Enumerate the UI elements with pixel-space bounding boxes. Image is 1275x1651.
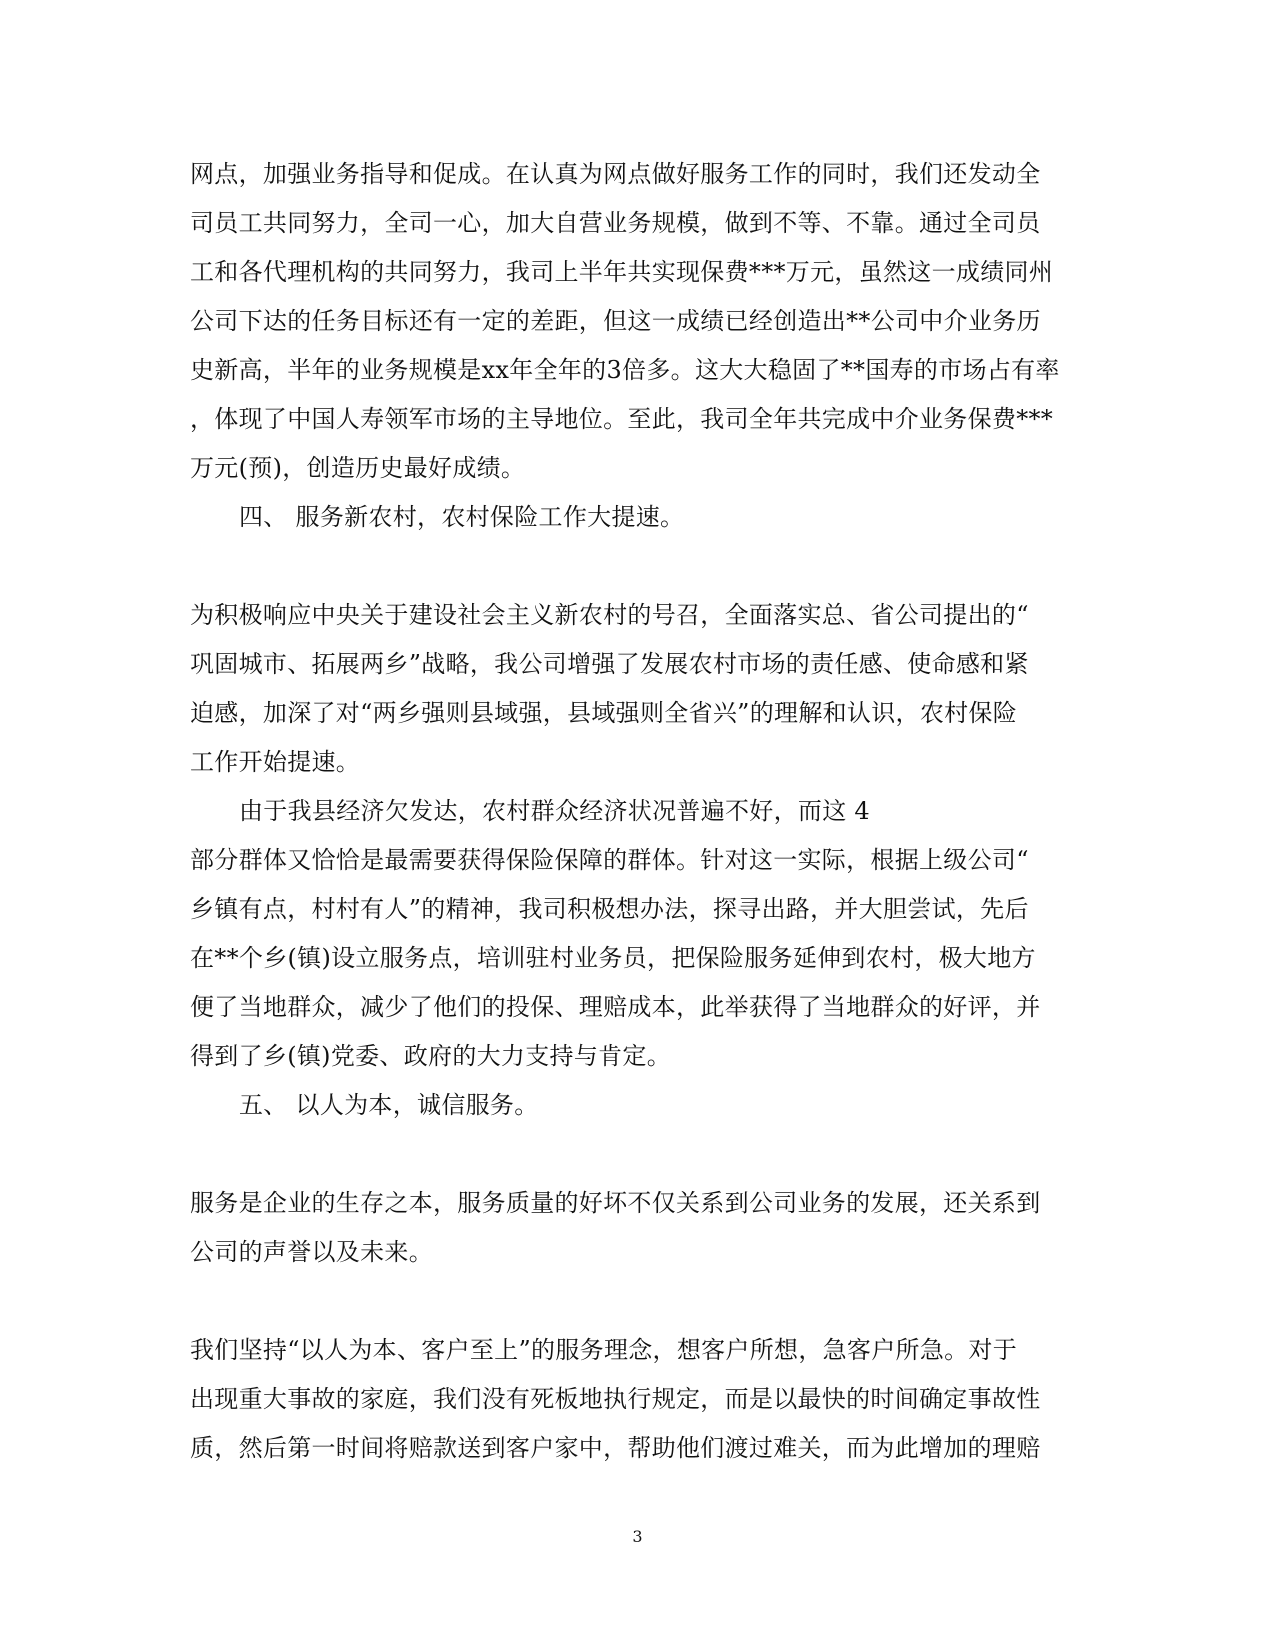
body-text-line: 部分群体又恰恰是最需要获得保险保障的群体。针对这一实际，根据上级公司“ — [190, 846, 1029, 874]
body-text-line: 史新高，半年的业务规模是xx年全年的3倍多。这大大稳固了**国寿的市场占有率 — [190, 356, 1060, 384]
body-text-line: 万元(预)，创造历史最好成绩。 — [190, 454, 526, 482]
body-text-line: 由于我县经济欠发达，农村群众经济状况普遍不好，而这 4 — [239, 797, 870, 825]
body-text-line: 服务是企业的生存之本，服务质量的好坏不仅关系到公司业务的发展，还关系到 — [190, 1189, 1041, 1217]
body-text-line: 巩固城市、拓展两乡”战略，我公司增强了发展农村市场的责任感、使命感和紧 — [190, 650, 1029, 678]
body-text-line: 网点，加强业务指导和促成。在认真为网点做好服务工作的同时，我们还发动全 — [190, 160, 1041, 188]
body-text-line: 迫感，加深了对“两乡强则县域强，县域强则全省兴”的理解和认识，农村保险 — [190, 699, 1018, 727]
body-text-line: 我们坚持“以人为本、客户至上”的服务理念，想客户所想，急客户所急。对于 — [190, 1336, 1018, 1364]
body-text-line: 工作开始提速。 — [190, 748, 361, 776]
body-text-line: 公司的声誉以及未来。 — [190, 1238, 433, 1266]
body-text-line: 乡镇有点，村村有人”的精神，我司积极想办法，探寻出路，并大胆尝试，先后 — [190, 895, 1029, 923]
section-heading: 五、 以人为本，诚信服务。 — [239, 1091, 539, 1119]
body-text-line: 得到了乡(镇)党委、政府的大力支持与肯定。 — [190, 1042, 672, 1070]
body-text-line: 公司下达的任务目标还有一定的差距，但这一成绩已经创造出**公司中介业务历 — [190, 307, 1041, 335]
body-text-line: 质，然后第一时间将赔款送到客户家中，帮助他们渡过难关，而为此增加的理赔 — [190, 1434, 1041, 1462]
body-text-line: 司员工共同努力，全司一心，加大自营业务规模，做到不等、不靠。通过全司员 — [190, 209, 1041, 237]
body-text-line: ，体现了中国人寿领军市场的主导地位。至此，我司全年共完成中介业务保费*** — [190, 405, 1054, 433]
section-heading: 四、 服务新农村，农村保险工作大提速。 — [239, 503, 685, 531]
body-text-line: 出现重大事故的家庭，我们没有死板地执行规定，而是以最快的时间确定事故性 — [190, 1385, 1041, 1413]
body-text-line: 在**个乡(镇)设立服务点，培训驻村业务员，把保险服务延伸到农村，极大地方 — [190, 944, 1036, 972]
body-text-line: 为积极响应中央关于建设社会主义新农村的号召，全面落实总、省公司提出的“ — [190, 601, 1029, 629]
body-text-line: 便了当地群众，减少了他们的投保、理赔成本，此举获得了当地群众的好评，并 — [190, 993, 1041, 1021]
page-number: 3 — [632, 1527, 643, 1546]
body-text-line: 工和各代理机构的共同努力，我司上半年共实现保费***万元，虽然这一成绩同州 — [190, 258, 1054, 286]
